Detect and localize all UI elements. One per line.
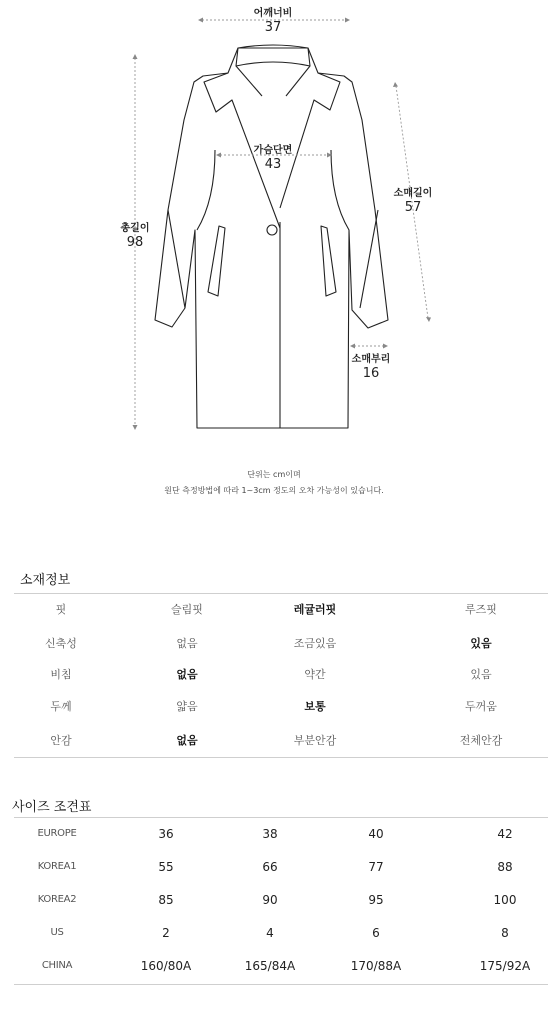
size-value: 36 [158, 827, 174, 841]
size-system-label: KOREA2 [37, 894, 77, 905]
material-row-label: 핏 [55, 603, 67, 616]
cuff-measure [338, 354, 404, 381]
material-row-label: 신축성 [45, 637, 77, 650]
sleeve-length-value: 57 [404, 200, 422, 215]
chest-label: 가슴단면 [253, 145, 293, 156]
size-value: 38 [262, 827, 278, 841]
material-row-label: 두께 [50, 700, 72, 713]
size-value: 55 [158, 860, 174, 874]
size-value: 95 [368, 893, 384, 907]
size-value: 40 [368, 827, 384, 841]
size-value: 160/80A [140, 959, 192, 973]
material-option: 약간 [304, 668, 326, 681]
size-chart-bottom-divider [14, 984, 548, 985]
material-option: 있음 [470, 668, 492, 681]
size-value: 42 [497, 827, 513, 841]
right-lapel [280, 73, 340, 208]
material-option-selected: 없음 [176, 734, 198, 747]
chest-value: 43 [264, 157, 282, 172]
coat-diagram [0, 0, 548, 460]
size-chart-title: 사이즈 조견표 [12, 800, 92, 815]
size-value: 170/88A [350, 959, 402, 973]
material-option: 조금있음 [293, 637, 337, 650]
total-length-label: 총길이 [120, 223, 150, 234]
size-value: 175/92A [479, 959, 531, 973]
total-length-measure [102, 223, 168, 250]
material-option-selected: 있음 [470, 637, 492, 650]
size-system-label: US [50, 927, 64, 938]
material-row-label: 안감 [50, 734, 72, 747]
chest-measure [236, 145, 310, 172]
size-value: 6 [372, 926, 380, 940]
shoulder-measure [236, 8, 310, 35]
size-value: 66 [262, 860, 278, 874]
coat-button [267, 225, 277, 235]
material-option-selected: 없음 [176, 668, 198, 681]
left-pocket [208, 226, 225, 296]
sleeve-length-label: 소매길이 [393, 188, 433, 199]
size-system-label: KOREA1 [37, 861, 77, 872]
material-option: 루즈핏 [465, 603, 497, 616]
sleeve-length-measure [380, 188, 446, 215]
size-system-label: EUROPE [37, 828, 77, 839]
material-option: 두꺼움 [465, 700, 497, 713]
material-option: 전체안감 [459, 734, 503, 747]
cuff-value: 16 [362, 366, 380, 381]
material-option: 없음 [176, 637, 198, 650]
shoulder-value: 37 [264, 20, 282, 35]
cuff-label: 소매부리 [351, 354, 391, 365]
size-value: 85 [158, 893, 174, 907]
shoulder-label: 어깨너비 [253, 8, 293, 19]
material-option: 슬림핏 [171, 603, 203, 616]
material-option-selected: 보통 [304, 700, 326, 713]
material-option: 부분안감 [293, 734, 337, 747]
total-length-value: 98 [126, 235, 144, 250]
tolerance-note: 원단 측정방법에 따라 1~3cm 정도의 오차 가능성이 있습니다. [164, 486, 384, 495]
unit-note: 단위는 cm이며 [247, 470, 301, 479]
size-system-label: CHINA [41, 960, 73, 971]
size-value: 4 [266, 926, 274, 940]
size-value: 100 [493, 893, 517, 907]
material-option: 얇음 [176, 700, 198, 713]
size-value: 165/84A [244, 959, 296, 973]
material-title: 소재정보 [20, 573, 71, 588]
size-value: 88 [497, 860, 513, 874]
size-value: 90 [262, 893, 278, 907]
right-pocket [321, 226, 336, 296]
material-row-label: 비침 [50, 668, 72, 681]
size-chart-top-divider [14, 817, 548, 818]
size-value: 8 [501, 926, 509, 940]
material-bottom-divider [14, 757, 548, 758]
material-option-selected: 레귤러핏 [293, 603, 337, 616]
size-value: 2 [162, 926, 170, 940]
material-top-divider [14, 593, 548, 594]
size-value: 77 [368, 860, 384, 874]
